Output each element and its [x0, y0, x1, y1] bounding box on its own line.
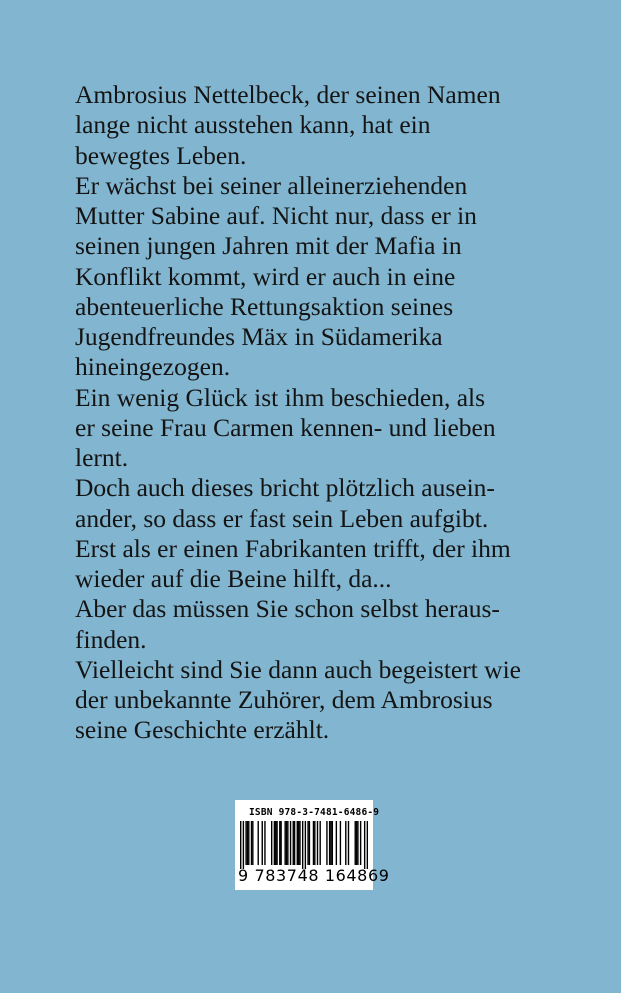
barcode-bar — [356, 821, 357, 865]
blurb-line: finden. — [75, 624, 147, 654]
barcode-bar — [355, 821, 356, 865]
barcode-bar — [262, 821, 263, 865]
barcode-bar — [326, 821, 327, 865]
blurb-line: Aber das müssen Sie schon selbst heraus- — [75, 594, 500, 624]
blurb-line: seinen jungen Jahren mit der Mafia in — [75, 231, 462, 261]
barcode-bar — [313, 821, 314, 865]
blurb-line: Ambrosius Nettelbeck, der seinen Namen — [75, 80, 501, 109]
barcode-bar — [297, 821, 298, 865]
barcode-bar — [290, 821, 291, 865]
barcode-bar — [240, 821, 241, 869]
isbn-barcode — [235, 800, 390, 890]
blurb-line: Vielleicht sind Sie dann auch begeistert wie — [75, 654, 522, 684]
barcode-bar — [248, 821, 249, 865]
barcode-bar — [284, 821, 285, 865]
barcode-bars — [240, 821, 368, 869]
blurb-line: er seine Frau Carmen kennen- und lieben — [75, 412, 496, 442]
barcode-bar — [317, 821, 318, 865]
barcode-bar — [294, 821, 295, 865]
blurb-line: ander, so dass er fast sein Leben aufgibt. — [75, 503, 489, 533]
barcode-bar — [298, 821, 299, 865]
barcode-bar — [302, 821, 303, 869]
barcode-bar — [293, 821, 294, 865]
barcode-bar — [245, 821, 246, 865]
blurb-line: lange nicht ausstehen kann, hat ein — [75, 110, 431, 140]
barcode-bar — [251, 821, 252, 865]
barcode-bar — [287, 821, 288, 865]
barcode-bar — [314, 821, 315, 865]
barcode-bar — [357, 821, 358, 865]
blurb-line: Mutter Sabine auf. Nicht nur, dass er in — [75, 201, 477, 230]
isbn-label: ISBN 978-3-7481-6486-9 — [249, 807, 380, 818]
barcode-bar — [264, 821, 265, 865]
barcode-bar — [309, 821, 310, 865]
blurb-line: Er wächst bei seiner alleinerziehenden — [75, 170, 468, 200]
blurb-line: bewegtes Leben. — [75, 140, 247, 170]
barcode-bar — [276, 821, 277, 865]
barcode-bar — [340, 821, 341, 865]
barcode-bar — [299, 821, 300, 865]
barcode-bar — [329, 821, 330, 865]
blurb-line: abenteuerliche Rettungsaktion seines — [75, 291, 454, 321]
barcode-bar — [275, 821, 276, 865]
barcode-bar — [286, 821, 287, 865]
barcode-bar — [271, 821, 272, 865]
back-cover-blurb — [75, 80, 615, 746]
barcode-bar — [332, 821, 333, 865]
blurb-line: Erst als er einen Fabrikanten trifft, der ihm — [75, 533, 511, 563]
barcode-bar — [280, 821, 281, 865]
barcode-bar — [258, 821, 259, 865]
barcode-bar — [364, 821, 365, 869]
barcode-bar — [348, 821, 349, 865]
barcode-bar — [336, 821, 337, 865]
blurb-line: Doch auch dieses bricht plötzlich ausein- — [75, 473, 495, 503]
barcode-bar — [345, 821, 346, 865]
barcode-bar — [319, 821, 320, 865]
barcode-bar — [243, 821, 244, 869]
barcode-bar — [330, 821, 331, 865]
blurb-line: hineingezogen. — [75, 352, 231, 382]
barcode-bar — [305, 821, 306, 869]
barcode-bar — [247, 821, 248, 865]
blurb-line: Jugendfreundes Mäx in Südamerika — [75, 322, 443, 351]
blurb-line: wieder auf die Beine hilft, da... — [75, 564, 392, 593]
blurb-line: Ein wenig Glück ist ihm beschieden, als — [75, 382, 486, 412]
barcode-bar — [274, 821, 275, 865]
barcode-bar — [367, 821, 368, 869]
ean-digits: 9 783748 164869 — [238, 866, 390, 885]
barcode-bar — [279, 821, 280, 865]
blurb-line: seine Geschichte erzählt. — [75, 715, 330, 745]
blurb-line: lernt. — [75, 443, 129, 472]
barcode-bar — [252, 821, 253, 865]
blurb-line: Konflikt kommt, wird er auch in eine — [75, 261, 456, 291]
barcode-bar — [307, 821, 308, 865]
barcode-bar — [360, 821, 361, 865]
blurb-line: der unbekannte Zuhörer, dem Ambrosius — [75, 685, 493, 714]
